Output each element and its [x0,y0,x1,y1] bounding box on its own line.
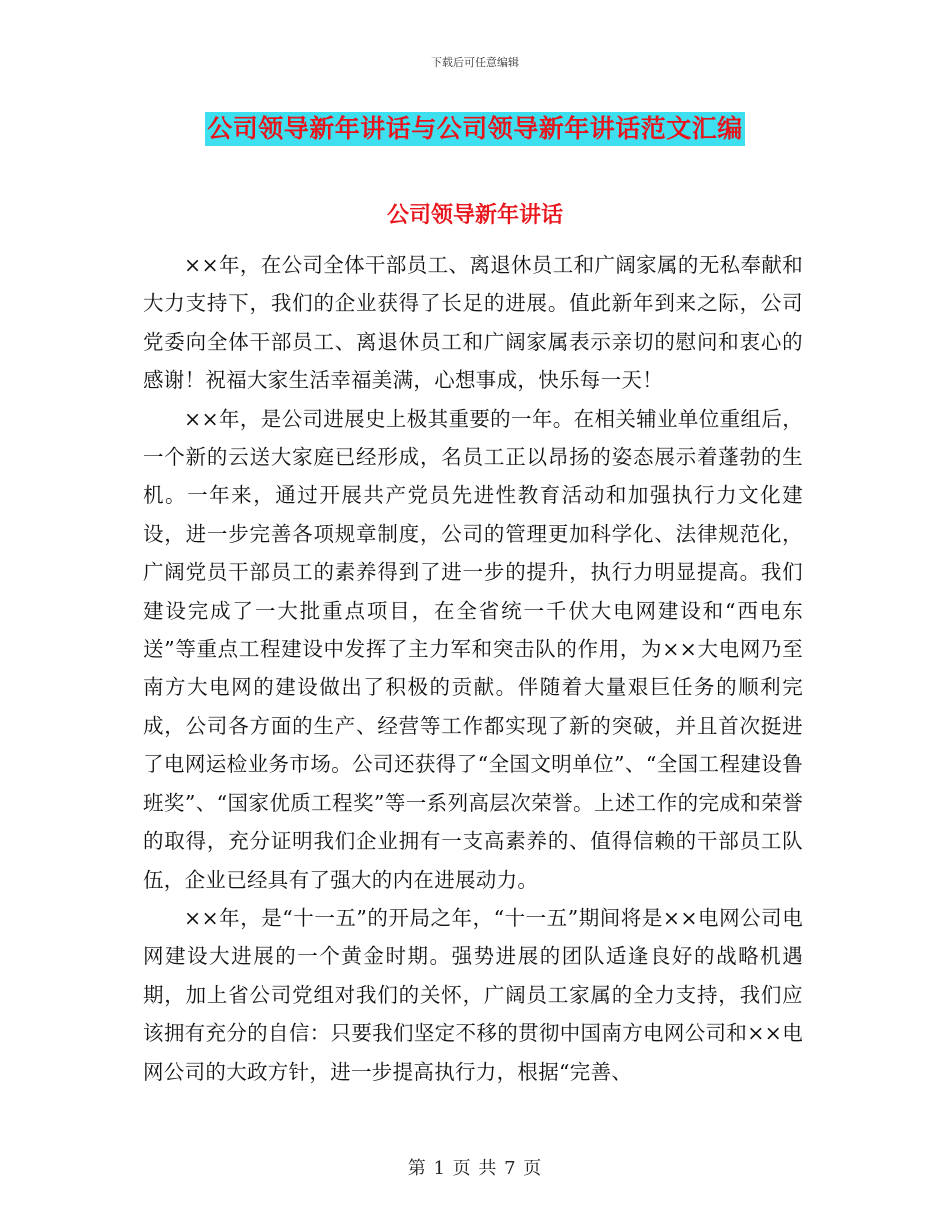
main-title-container [0,112,950,146]
paragraph-3: ××年，是“十一五”的开局之年，“十一五”期间将是××电网公司电网建设大进展的一个黄金时期。强势进展的团队适逢良好的战略机遇期，加上省公司党组对我们的关怀，广阔员工家属的全力支持，我们应该拥有充分的自信：只要我们坚定不移的贯彻中国南方电网公司和××电网公司的大政方针，进一步提高执行力，根据“完善、 [143,905,803,1084]
paragraph-2: ××年，是公司进展史上极其重要的一年。在相关辅业单位重组后，一个新的云送大家庭已经形成，名员工正以昂扬的姿态展示着蓬勃的生机。一年来，通过开展共产党员先进性教育活动和加强执行力文化建设，进一步完善各项规章制度，公司的管理更加科学化、法律规范化，广阔党员干部员工的素养得到了进一步的提升，执行力明显提高。我们建设完成了一大批重点项目，在全省统一千伏大电网建设和“西电东送”等重点工程建设中发挥了主力军和突击队的作用，为××大电网乃至南方大电网的建设做出了积极的贡献。伴随着大量艰巨任务的顺利完成，公司各方面的生产、经营等工作都实现了新的突破，并且首次挺进了电网运检业务市场。公司还获得了“全国文明单位”、“全国工程建设鲁班奖”、“国家优质工程奖”等一系列高层次荣誉。上述工作的完成和荣誉的取得，充分证明我们企业拥有一支高素养的、值得信赖的干部员工队伍，企业已经具有了强大的内在进展动力。 [143,406,803,892]
paragraph-1: ××年，在公司全体干部员工、离退休员工和广阔家属的无私奉献和大力支持下，我们的企业获得了长足的进展。值此新年到来之际，公司党委向全体干部员工、离退休员工和广阔家属表示亲切的慰问和衷心的感谢！祝福大家生活幸福美满，心想事成，快乐每一天！ [143,253,803,393]
main-title: 公司领导新年讲话与公司领导新年讲话范文汇编 [205,112,745,146]
section-title: 公司领导新年讲话 [386,203,563,228]
document-body [143,246,803,1091]
header-note: 下载后可任意编辑 [431,56,519,69]
page-number: 第 1 页 共 7 页 [407,1158,543,1179]
